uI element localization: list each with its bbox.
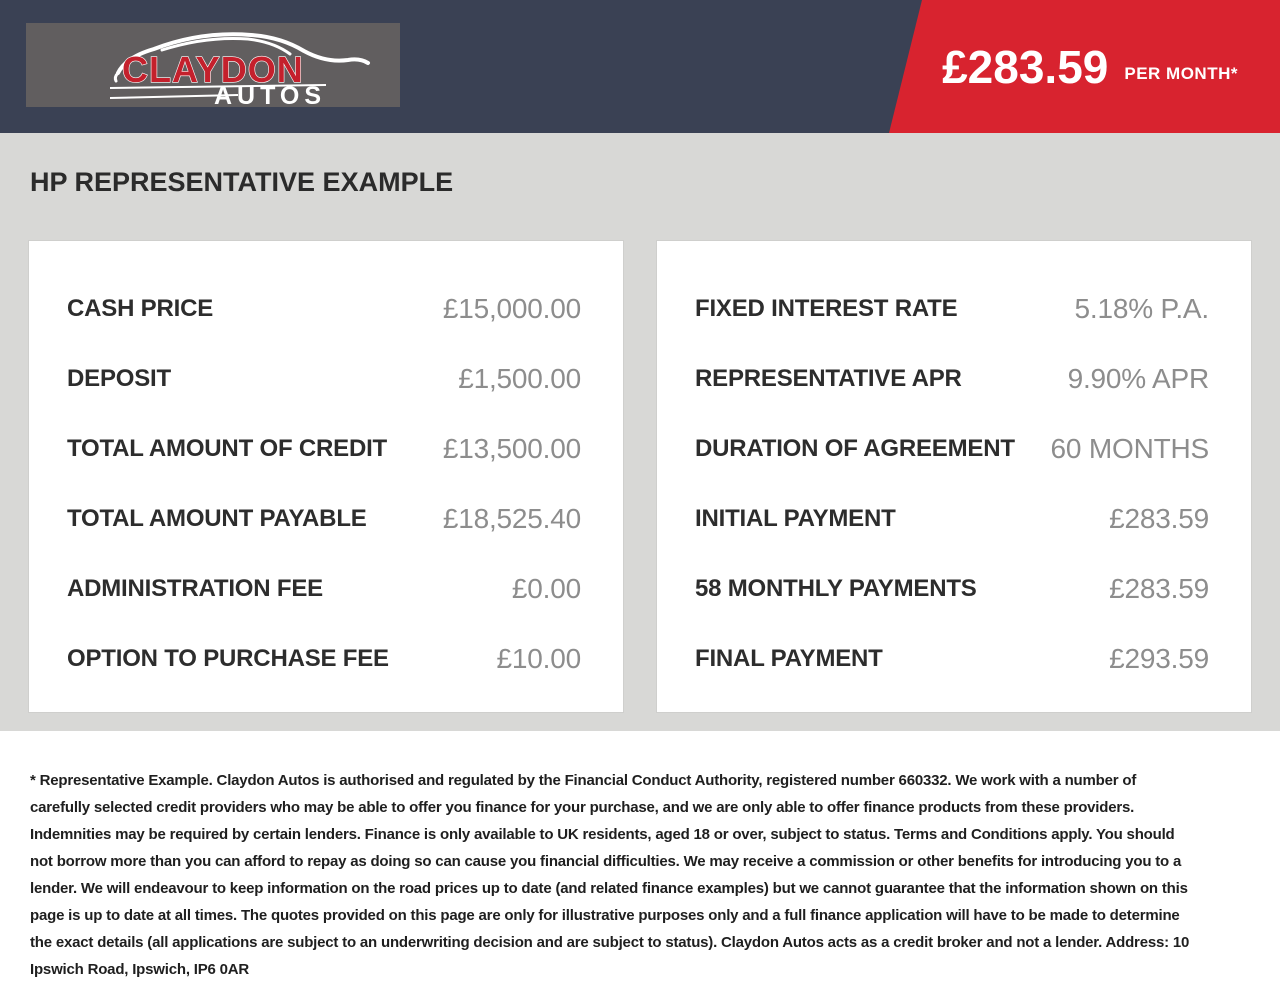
page-title: HP REPRESENTATIVE EXAMPLE bbox=[30, 167, 454, 197]
finance-row-value: £0.00 bbox=[511, 573, 581, 604]
finance-card-terms bbox=[656, 240, 1252, 713]
finance-row-cash-price bbox=[67, 274, 581, 344]
monthly-price-banner bbox=[942, 0, 1238, 133]
finance-row-label: FIXED INTEREST RATE bbox=[695, 295, 958, 322]
content-area bbox=[0, 133, 1280, 731]
finance-row-label: CASH PRICE bbox=[67, 295, 214, 322]
finance-card-amounts bbox=[28, 240, 624, 713]
finance-cards bbox=[28, 240, 1252, 713]
finance-row-total-payable bbox=[67, 484, 581, 554]
representative-example-footnote: * Representative Example. Claydon Autos is authorised and regulated by the Financial Conduct Authority, registered number 660332. We work with a number of carefully selected credit providers who may be able to offer you finance for your purchase, and we are only able to offer finance products from these providers. Indemnities may be required by certain lenders. Finance is only available to UK residents, aged 18 or over, subject to status. Terms and Conditions apply. You should not borrow more than you can afford to repay as doing so can cause you financial difficulties. We may receive a commission or other benefits for introducing you to a lender. We will endeavour to keep information on the road prices up to date (and related finance examples) but we cannot guarantee that the information shown on this page is up to date at all times. The quotes provided on this page are only for illustrative purposes only and a full finance application will have to be made to determine the exact details (all applications are subject to an underwriting decision and are subject to status). Claydon Autos acts as a credit broker and not a lender. Address: 10 Ipswich Road, Ipswich, IP6 0AR bbox=[30, 772, 1190, 978]
finance-row-label: FINAL PAYMENT bbox=[695, 645, 883, 672]
finance-row-label: REPRESENTATIVE APR bbox=[695, 365, 962, 392]
finance-row-monthly-payments bbox=[695, 554, 1209, 624]
finance-row-value: 60 MONTHS bbox=[1050, 433, 1209, 464]
finance-row-final-payment bbox=[695, 624, 1209, 694]
claydon-autos-logo bbox=[26, 23, 400, 107]
finance-row-value: £283.59 bbox=[1109, 573, 1209, 604]
finance-row-label: TOTAL AMOUNT PAYABLE bbox=[67, 505, 367, 532]
finance-row-label: DEPOSIT bbox=[67, 365, 171, 392]
car-logo-icon bbox=[26, 23, 400, 107]
logo-brand-text: CLAYDON bbox=[122, 49, 304, 90]
monthly-price-suffix: PER MONTH* bbox=[1124, 63, 1238, 83]
finance-row-deposit bbox=[67, 344, 581, 414]
finance-row-value: £18,525.40 bbox=[442, 503, 581, 534]
finance-row-value: 5.18% P.A. bbox=[1074, 293, 1209, 324]
finance-row-apr bbox=[695, 344, 1209, 414]
finance-row-value: £293.59 bbox=[1109, 643, 1209, 674]
legal-footer bbox=[0, 731, 1280, 978]
finance-row-interest-rate bbox=[695, 274, 1209, 344]
finance-row-label: INITIAL PAYMENT bbox=[695, 505, 896, 532]
finance-row-label: 58 MONTHLY PAYMENTS bbox=[695, 575, 977, 602]
finance-row-label: OPTION TO PURCHASE FEE bbox=[67, 645, 389, 672]
finance-row-total-credit bbox=[67, 414, 581, 484]
finance-row-value: £1,500.00 bbox=[458, 363, 581, 394]
finance-row-admin-fee bbox=[67, 554, 581, 624]
finance-row-value: £10.00 bbox=[496, 643, 581, 674]
monthly-price-value: £283.59 bbox=[942, 40, 1109, 93]
finance-row-initial-payment bbox=[695, 484, 1209, 554]
finance-row-value: £15,000.00 bbox=[442, 293, 581, 324]
finance-row-duration bbox=[695, 414, 1209, 484]
finance-row-label: DURATION OF AGREEMENT bbox=[695, 435, 1015, 462]
finance-row-label: TOTAL AMOUNT OF CREDIT bbox=[67, 435, 388, 462]
page-header bbox=[0, 0, 1280, 133]
logo-brand-subtext: AUTOS bbox=[214, 82, 327, 107]
finance-row-value: £13,500.00 bbox=[442, 433, 581, 464]
finance-row-option-fee bbox=[67, 624, 581, 694]
finance-row-label: ADMINISTRATION FEE bbox=[67, 575, 323, 602]
finance-row-value: £283.59 bbox=[1109, 503, 1209, 534]
finance-row-value: 9.90% APR bbox=[1067, 363, 1209, 394]
